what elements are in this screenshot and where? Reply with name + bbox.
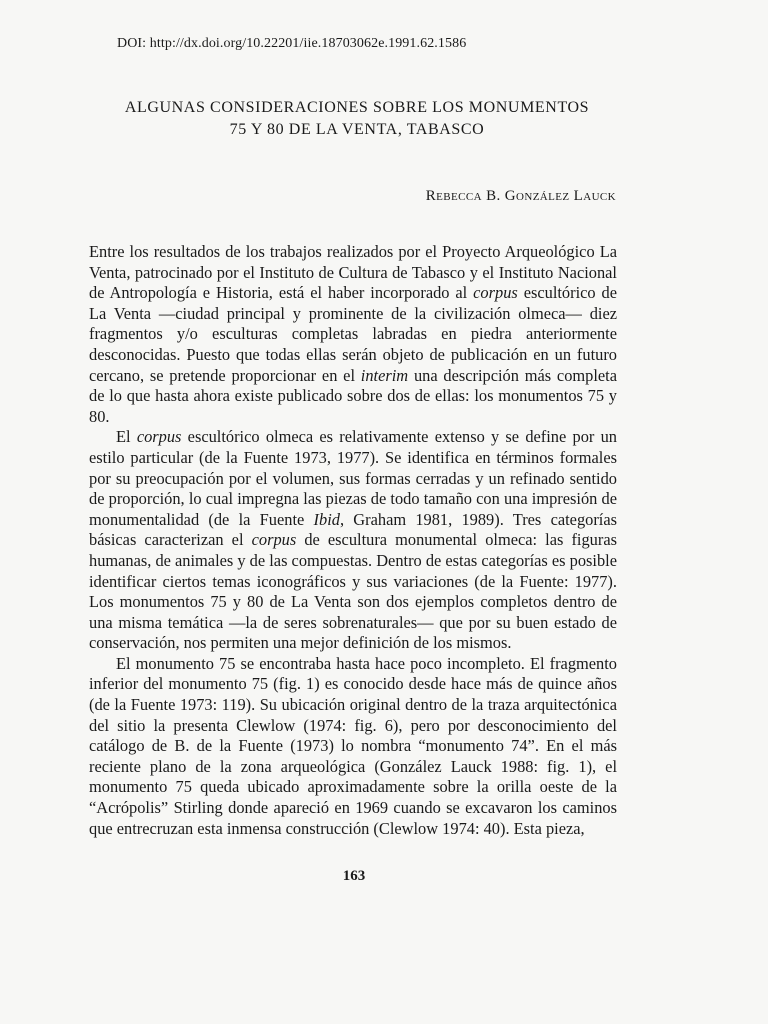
title-line-1: ALGUNAS CONSIDERACIONES SOBRE LOS MONUMENTOS xyxy=(124,99,590,116)
paragraph-2-italic-corpus: corpus xyxy=(136,427,182,447)
article-title xyxy=(0,97,714,141)
page-number: 163 xyxy=(342,868,366,884)
article-body xyxy=(89,242,617,839)
author-name: Rebecca B. González Lauck xyxy=(425,188,616,204)
paragraph-1-italic-interim: interim xyxy=(360,365,409,385)
paragraph-2-italic-corpus-2: corpus xyxy=(251,530,297,550)
paragraph-2-italic-ibid: Ibid xyxy=(313,509,340,529)
paragraph-2 xyxy=(89,427,617,654)
paragraph-1-text-a: Entre los resultados de los trabajos realizados por el Proyecto Arqueológico La Venta, patrocinado por el Instituto de Cultura de Tabasco y el Instituto Nacional de Antropología e Historia, está el haber incorporado al xyxy=(89,242,617,303)
paragraph-2-text-a: El xyxy=(116,427,137,447)
title-line-2: 75 Y 80 DE LA VENTA, TABASCO xyxy=(229,121,485,138)
paragraph-2-text-e: , Graham 1981, 1989). Tres categorías básicas caracterizan el xyxy=(89,509,618,550)
paragraph-1-text-e: una descripción más completa de lo que hasta ahora existe publicado sobre dos de ellas: los monumentos 75 y 80. xyxy=(89,365,617,426)
paragraph-1-text-c: escultórico de La Venta —ciudad principal y prominente de la civilización olmeca— diez fragmentos y/o esculturas completas labradas en piedra anteriormente desconocidas. Puesto que todas ellas serán objeto de publicación en un futuro cercano, se pretende proporcionar en el xyxy=(89,283,617,385)
doi-line: DOI: http://dx.doi.org/10.22201/iie.18703062e.1991.62.1586 xyxy=(117,36,467,51)
paragraph-1 xyxy=(89,242,617,427)
paragraph-2-text-c: escultórico olmeca es relativamente extenso y se define por un estilo particular (de la Fuente 1973, 1977). Se identifica en términos formales por su preocupación por el volumen, sus formas cerradas y un refinado sentido de proporción, lo cual impregna las piezas de todo tamaño con una impresión de monumentalidad (de la Fuente xyxy=(89,427,617,529)
paragraph-2-text-g: de escultura monumental olmeca: las figuras humanas, de animales y de las compuestas. Dentro de estas categorías es posible identificar ciertos temas iconográficos y sus variaciones (de la Fuente: 1977). Los monumentos 75 y 80 de La Venta son dos ejemplos completos dentro de una misma temática —la de seres sobrenaturales— que por su buen estado de conservación, nos permiten una mejor definición de los mismos. xyxy=(89,530,617,653)
paragraph-1-italic-corpus: corpus xyxy=(473,283,518,303)
paragraph-3: El monumento 75 se encontraba hasta hace poco incompleto. El fragmento inferior del monumento 75 (fig. 1) es conocido desde hace más de quince años (de la Fuente 1973: 119). Su ubicación original dentro de la traza arquitectónica del sitio la presenta Clewlow (1974: fig. 6), pero por desconocimiento del catálogo de B. de la Fuente (1973) lo nombra “monumento 74”. En el más reciente plano de la zona arqueológica (González Lauck 1988: fig. 1), el monumento 75 queda ubicado aproximadamente sobre la orilla oeste de la “Acrópolis” Stirling donde apareció en 1969 cuando se excavaron los caminos que entrecruzan esta inmensa construcción (Clewlow 1974: 40). Esta pieza, xyxy=(89,653,617,838)
